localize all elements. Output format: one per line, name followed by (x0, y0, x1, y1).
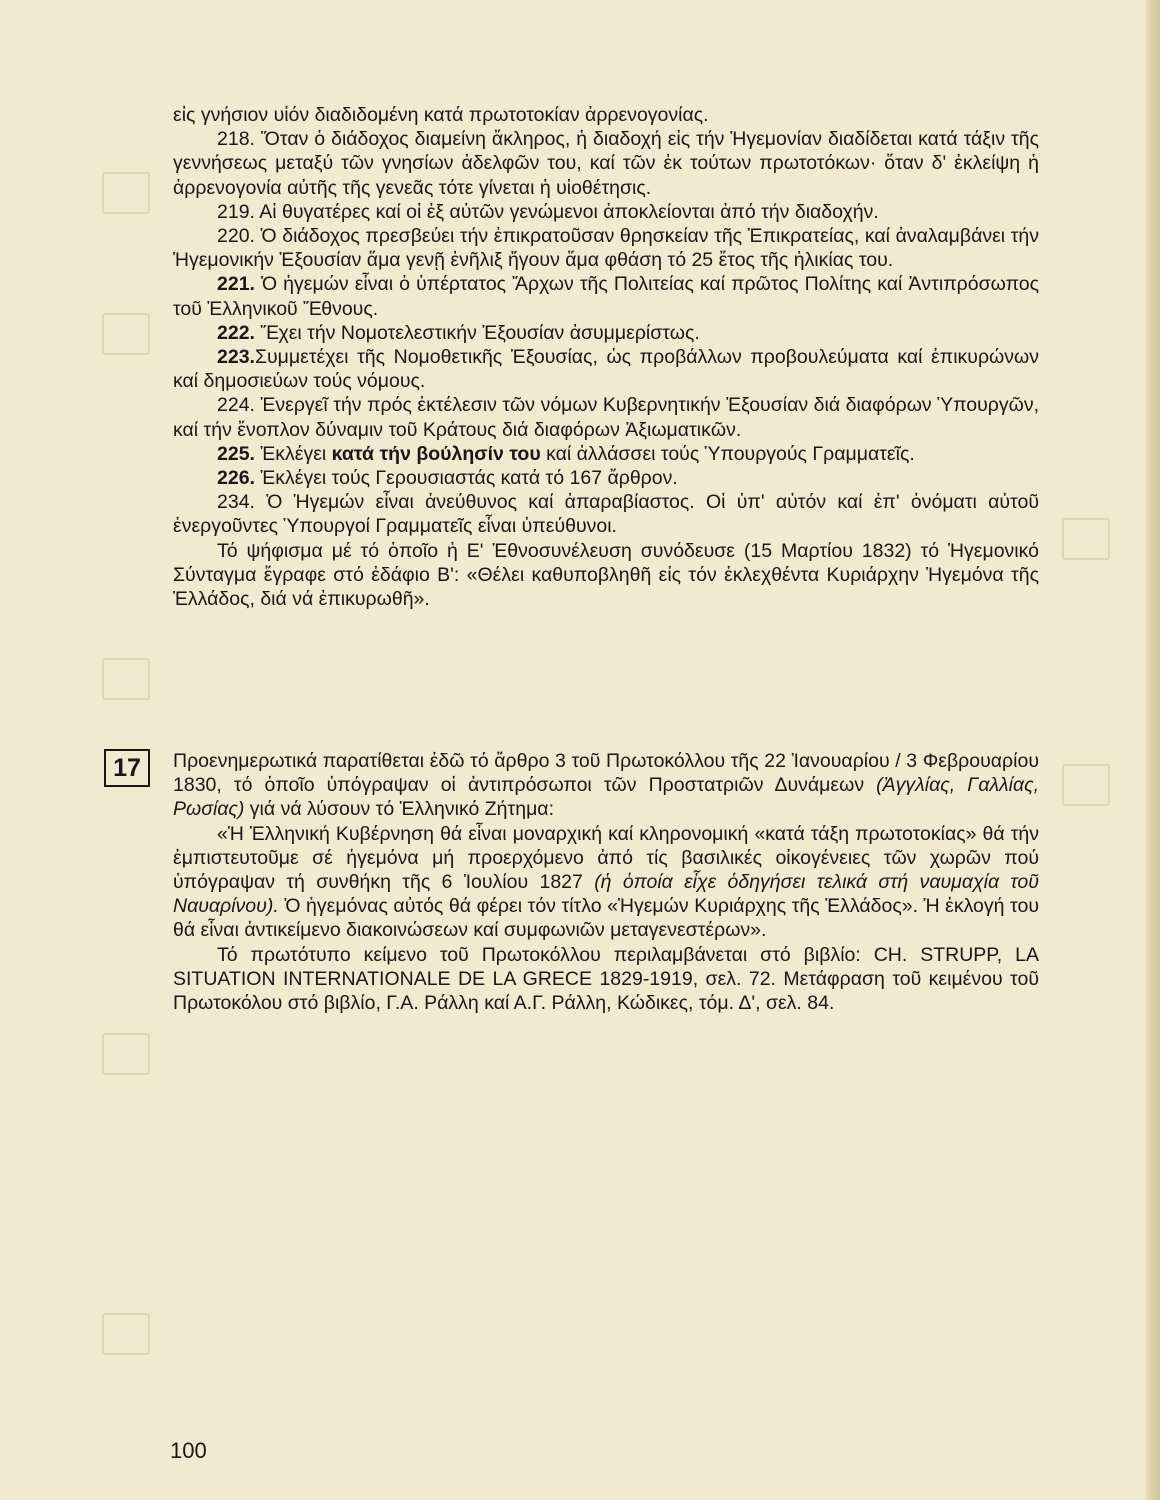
article-224: 224. Ἐνεργεῖ τήν πρός ἐκτέλεσιν τῶν νόμων Κυβερνητικήν Ἐξουσίαν διά διαφόρων Ὑπουργῶν, καί τήν ἔνοπλον δύναμιν τοῦ Κράτους διά διαφόρων Ἀξιωματικῶν. (173, 394, 1039, 441)
note-source: Τό πρωτότυπο κείμενο τοῦ Πρωτοκόλλου περιλαμβάνεται στό βιβλίο: CH. STRUPP, LA SITUATION INTERNATIONALE DE LA GRECE 1829-1919, σελ. 72. Μετάφραση τοῦ κειμένου τοῦ Πρωτοκόλου στό βιβλίο, Γ.Α. Ράλλη καί Α.Γ. Ράλλη, Κώδικες, τόμ. Δ', σελ. 84. (173, 943, 1039, 1015)
note-text: Ὁ ἡγεμόνας αὐτός θά φέρει τόν τίτλο «Ἡγεμών Κυριάρχης τῆς Ἑλλάδος». Ἡ ἐκλογή του θά εἶναι ἀντικείμενο διακοινώσεων καί συμφωνιῶν μεταγενεστέρων». (173, 895, 1039, 942)
article-text: Ἔχει τήν Νομοτελεστικήν Ἐξουσίαν ἀσυμμερίστως. (254, 321, 700, 344)
note-intro (173, 749, 1039, 822)
note-number-box: 17 (104, 749, 150, 787)
article-number: 223. (217, 346, 255, 369)
show-through-box (102, 1313, 150, 1355)
articles-block (173, 103, 1039, 611)
article-223 (173, 345, 1039, 393)
article-number: 226. (217, 467, 255, 490)
article-222 (173, 321, 1039, 345)
article-225 (173, 442, 1039, 466)
article-number: 221. (217, 273, 255, 296)
article-text: Ἐκλέγει (254, 442, 332, 465)
psephisma-paragraph: Τό ψήφισμα μέ τό ὁποῖο ἡ Ε' Ἐθνοσυνέλευση συνόδευσε (15 Μαρτίου 1832) τό Ἡγεμονικό Σύνταγμα ἔγραφε στό ἐδάφιο Β': «Θέλει καθυποβληθῆ εἰς τόν ἐκλεχθέντα Κυριάρχην Ἡγεμόνα τῆς Ἑλλάδος, διά νά ἐπικυρωθῆ». (173, 539, 1039, 611)
article-221 (173, 272, 1039, 320)
paragraph: εἰς γνήσιον υἱόν διαδιδομένη κατά πρωτοτοκίαν ἀρρενογονίας. (173, 104, 709, 126)
article-number: 225. (217, 442, 255, 465)
article-219: 219. Αἱ θυγατέρες καί οἱ ἐξ αὐτῶν γενώμενοι ἀποκλείονται ἀπό τήν διαδοχήν. (217, 200, 879, 223)
page-number: 100 (170, 1438, 207, 1463)
article-text: Συμμετέχει τῆς Νομοθετικῆς Ἐξουσίας, ὡς προβάλλων προβουλεύματα καί ἐπικυρώνων καί δημοσιεύων τούς νόμους. (173, 346, 1039, 393)
article-text: καί ἀλλάσσει τούς Ὑπουργούς Γραμματεῖς. (540, 442, 915, 465)
article-218: 218. Ὅταν ὁ διάδοχος διαμείνη ἄκληρος, ἡ διαδοχή εἰς τήν Ἡγεμονίαν διαδίδεται κατά τάξιν τῆς γεννήσεως μεταξύ τῶν γνησίων ἀδελφῶν του, καί τῶν ἐκ τούτων πρωτοτόκων· ὅταν δ' ἐκλείψη ἡ ἀρρενογονία αὐτῆς τῆς γενεᾶς τότε γίνεται ἡ υἱοθέτησις. (173, 128, 1039, 199)
show-through-box (1062, 518, 1110, 560)
article-226 (173, 466, 1039, 490)
article-220: 220. Ὁ διάδοχος πρεσβεύει τήν ἐπικρατοῦσαν θρησκείαν τῆς Ἐπικρατείας, καί ἀναλαμβάνει τήν Ἡγεμονικήν Ἐξουσίαν ἅμα γενῇ ἐνῆλιξ ἤγουν ἅμα φθάση τό 25 ἔτος τῆς ἡλικίας του. (173, 225, 1039, 272)
note-block (173, 749, 1039, 1015)
note-text: Προενημερωτικά παρατίθεται ἐδῶ τό ἄρθρο 3 τοῦ Πρωτοκόλλου τῆς 22 Ἰανουαρίου / 3 Φεβρουαρίου 1830, τό ὁποῖο ὑπόγραψαν οἱ ἀντιπρόσωποι τῶν Προστατριῶν Δυνάμεων (173, 750, 1039, 797)
note-text: γιά νά λύσουν τό Ἑλληνικό Ζήτημα: (244, 798, 554, 821)
article-text: Ἐκλέγει τούς Γερουσιαστάς κατά τό 167 ἄρθρον. (254, 467, 678, 490)
note-italic: (ἡ ὁποία εἶχε ὁδηγήσει τελικά στή ναυμαχία τοῦ Ναυαρίνου). (173, 871, 1039, 918)
emphasis: κατά τήν βούλησίν του (331, 442, 541, 465)
show-through-box (102, 313, 150, 355)
note-text: «Ἡ Ἑλληνική Κυβέρνηση θά εἶναι μοναρχική καί κληρονομική «κατά τάξη πρωτοτοκίας» θά τήν ἐμπιστευτοῦμε σέ ἡγεμόνα μή προερχόμενο ἀπό τίς βασιλικές οἰκογένειες τῶν χωρῶν πού ὑπόγραψαν τή συνθήκη τῆς 6 Ἰουλίου 1827 (173, 822, 1039, 894)
page-edge (1146, 0, 1160, 1500)
note-quote (173, 822, 1039, 943)
article-234: 234. Ὁ Ἡγεμών εἶναι ἀνεύθυνος καί ἀπαραβίαστος. Οἱ ὑπ' αὐτόν καί ἐπ' ὀνόματι αὐτοῦ ἐνεργοῦντες Ὑπουργοί Γραμματεῖς εἶναι ὑπεύθυνοι. (173, 491, 1039, 538)
show-through-box (1062, 764, 1110, 806)
note-italic: (Ἀγγλίας, Γαλλίας, Ρωσίας) (173, 774, 1039, 821)
article-number: 222. (217, 321, 255, 344)
show-through-box (102, 1033, 150, 1075)
show-through-box (102, 172, 150, 214)
article-text: Ὁ ἡγεμών εἶναι ὁ ὑπέρτατος Ἄρχων τῆς Πολιτείας καί πρῶτος Πολίτης καί Ἀντιπρόσωπος τοῦ Ἑλληνικοῦ Ἔθνους. (173, 273, 1039, 320)
show-through-box (102, 658, 150, 700)
